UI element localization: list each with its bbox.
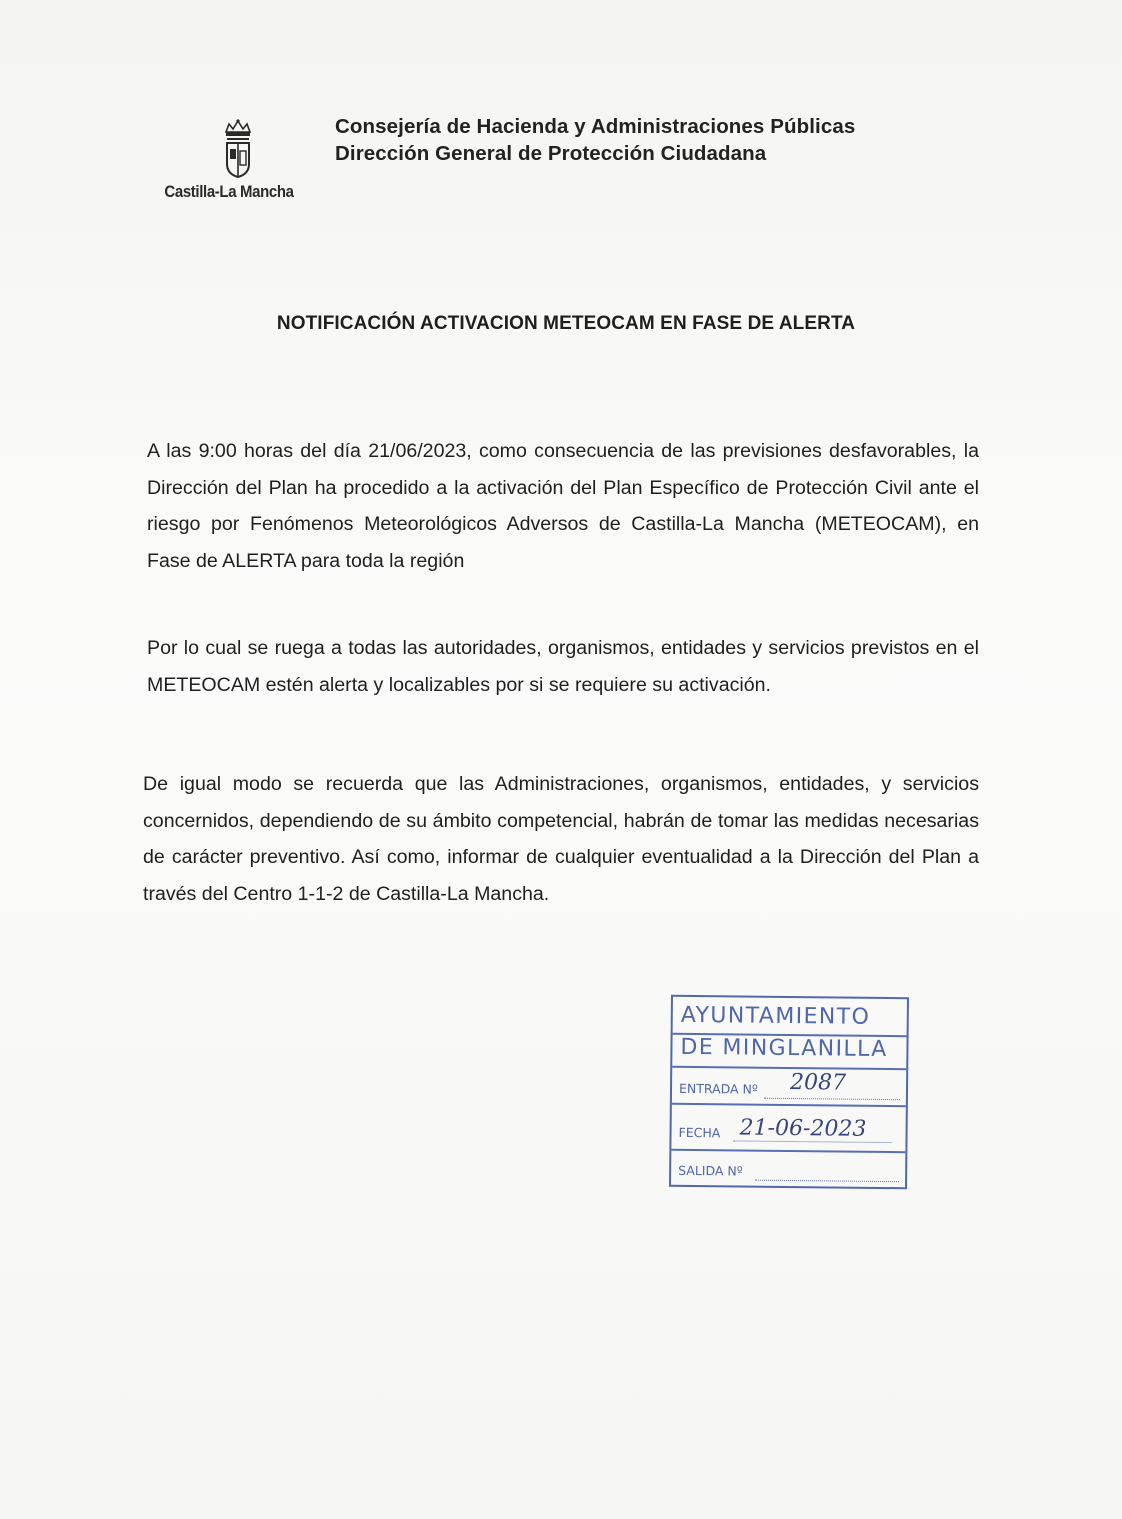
stamp-entry-number: 2087 [789, 1070, 847, 1096]
department-line-1: Consejería de Hacienda y Administraciones Públicas [335, 115, 856, 138]
castilla-la-mancha-crest-icon [221, 118, 255, 180]
stamp-line-1: AYUNTAMIENTO [680, 1002, 871, 1030]
letterhead-logo [163, 112, 313, 207]
registry-stamp [669, 995, 909, 1189]
stamp-line-2: DE MINGLANILLA [680, 1034, 888, 1063]
paragraph-reminder: De igual modo se recuerda que las Administraciones, organismos, entidades, y servicios concernidos, dependiendo de su ámbito competencial, habrán de tomar las medidas necesarias de carácter preventivo. Así como, informar de cualquier eventualidad a la Dirección del Plan a través del Centro 1-1-2 de Castilla-La Mancha. [143, 773, 979, 905]
letterhead-header [335, 113, 855, 167]
paragraph-activation: A las 9:00 horas del día 21/06/2023, como consecuencia de las previsiones desfavorables, la Dirección del Plan ha procedido a la activación del Plan Específico de Protección Civil ante el riesgo por Fenómenos Meteorológicos Adversos de Castilla-La Mancha (METEOCAM), en Fase de ALERTA para toda la región [147, 440, 979, 572]
department-line-2: Dirección General de Protección Ciudadana [335, 142, 767, 165]
stamp-date-label: FECHA [678, 1124, 721, 1141]
stamp-exit-label: SALIDA Nº [678, 1162, 743, 1179]
paragraph-request: Por lo cual se ruega a todas las autoridades, organismos, entidades y servicios previstos en el METEOCAM estén alerta y localizables por si se requiere su activación. [147, 637, 979, 696]
logo-text: Castilla-La Mancha [164, 182, 294, 201]
document-title: NOTIFICACIÓN ACTIVACION METEOCAM EN FASE DE ALERTA [276, 313, 856, 334]
stamp-entry-label: ENTRADA Nº [678, 1080, 758, 1097]
stamp-date-value: 21-06-2023 [739, 1115, 867, 1142]
